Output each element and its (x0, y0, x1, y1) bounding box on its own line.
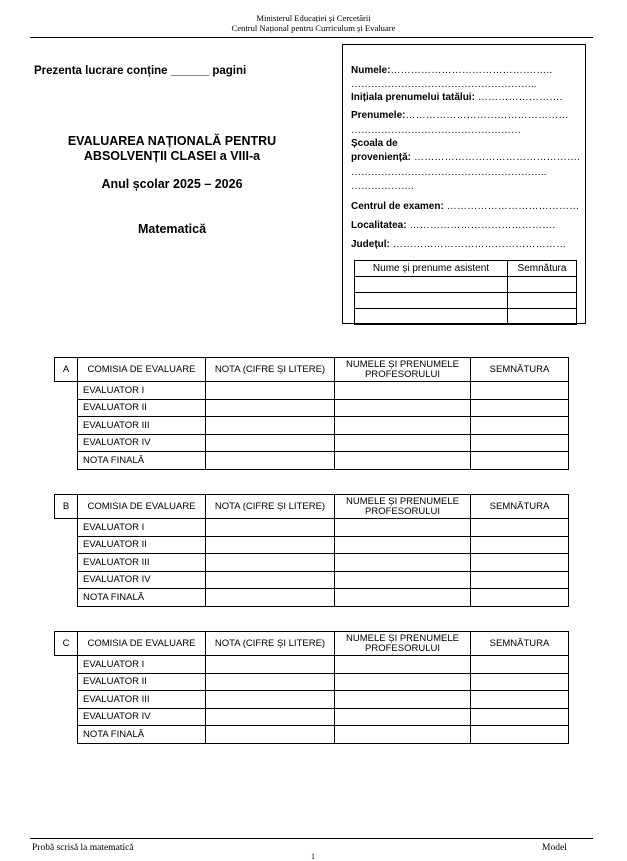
evaluator-label: EVALUATOR IV (78, 708, 206, 726)
profesor-name-cell[interactable] (335, 417, 471, 435)
assistant-name-cell[interactable] (355, 309, 508, 325)
signature-cell[interactable] (471, 726, 569, 744)
nota-cell[interactable] (206, 519, 335, 537)
signature-cell[interactable] (471, 673, 569, 691)
evaluator-label: EVALUATOR I (78, 382, 206, 400)
localitatea-field[interactable] (351, 220, 555, 231)
scoala-dots-line3: ………………. (351, 181, 414, 192)
spacer-cell (55, 434, 78, 452)
assistant-signature-cell[interactable] (508, 309, 577, 325)
school-year: Anul școlar 2025 – 2026 (101, 177, 243, 191)
scoala-dots-line2: ………………………………………………….. (351, 167, 547, 178)
table-row (55, 571, 569, 589)
signature-cell[interactable] (471, 708, 569, 726)
prenume-field[interactable] (351, 110, 569, 121)
judetul-field[interactable] (351, 239, 566, 250)
nota-cell[interactable] (206, 708, 335, 726)
profesor-name-cell[interactable] (335, 691, 471, 709)
table-row (355, 277, 577, 293)
profesor-name-cell[interactable] (335, 554, 471, 572)
semnatura-header: SEMNĂTURA (471, 495, 569, 519)
table-row (55, 656, 569, 674)
comisia-header: COMISIA DE EVALUARE (78, 358, 206, 382)
header-divider (30, 37, 593, 38)
table-row (55, 589, 569, 607)
nota-cell[interactable] (206, 434, 335, 452)
localitatea-label: Localitatea: (351, 220, 407, 231)
footer-divider (30, 838, 593, 839)
semnatura-header: SEMNĂTURA (471, 358, 569, 382)
localitatea-dots: ……………………………………. (406, 220, 556, 231)
signature-cell[interactable] (471, 399, 569, 417)
evaluator-label: NOTA FINALĂ (78, 589, 206, 607)
profesor-name-cell[interactable] (335, 519, 471, 537)
spacer-cell (55, 519, 78, 537)
signature-cell[interactable] (471, 656, 569, 674)
evaluation-table (54, 494, 569, 607)
spacer-cell (55, 673, 78, 691)
nume-field[interactable] (351, 65, 552, 76)
profesor-name-cell[interactable] (335, 656, 471, 674)
assistant-name-header: Nume și prenume asistent (355, 261, 508, 277)
scoala-label: proveniență: (351, 152, 412, 163)
table-header-row (55, 358, 569, 382)
table-header-row (55, 495, 569, 519)
footer-model: Model (542, 843, 567, 853)
profesor-name-cell[interactable] (335, 589, 471, 607)
comisia-header: COMISIA DE EVALUARE (78, 495, 206, 519)
table-header-row (55, 632, 569, 656)
center-name: Centrul Național pentru Curriculum și Evaluare (231, 23, 396, 33)
profesor-name-cell[interactable] (335, 382, 471, 400)
signature-cell[interactable] (471, 452, 569, 470)
assistant-name-cell[interactable] (355, 293, 508, 309)
nota-cell[interactable] (206, 726, 335, 744)
eval-table-letter: C (55, 632, 78, 656)
eval-table-letter: B (55, 495, 78, 519)
table-row (55, 673, 569, 691)
assistant-signature-cell[interactable] (508, 277, 577, 293)
candidate-id-box (342, 44, 586, 324)
nume-dots: …………………………………….….. (390, 65, 553, 76)
eval-table-letter: A (55, 358, 78, 382)
assistant-signature-cell[interactable] (508, 293, 577, 309)
footer-subject: Probă scrisă la matematică (32, 843, 134, 853)
scoala-field[interactable] (351, 152, 580, 163)
table-row (55, 417, 569, 435)
profesor-name-cell[interactable] (335, 726, 471, 744)
evaluator-label: EVALUATOR IV (78, 571, 206, 589)
spacer-cell (55, 571, 78, 589)
profesor-name-cell[interactable] (335, 708, 471, 726)
evaluator-label: EVALUATOR III (78, 554, 206, 572)
table-row (55, 382, 569, 400)
nota-cell[interactable] (206, 673, 335, 691)
ministry-header (0, 13, 627, 33)
comisia-header: COMISIA DE EVALUARE (78, 632, 206, 656)
scoala-dots: …………………………………………. (411, 152, 581, 163)
evaluator-label: EVALUATOR II (78, 536, 206, 554)
profesor-name-cell[interactable] (335, 673, 471, 691)
nota-cell[interactable] (206, 691, 335, 709)
spacer-cell (55, 382, 78, 400)
assistant-table (354, 260, 577, 325)
signature-cell[interactable] (471, 536, 569, 554)
spacer-cell (55, 399, 78, 417)
spacer-cell (55, 708, 78, 726)
evaluator-label: NOTA FINALĂ (78, 726, 206, 744)
signature-cell[interactable] (471, 519, 569, 537)
spacer-cell (55, 417, 78, 435)
spacer-cell (55, 554, 78, 572)
profesor-name-cell[interactable] (335, 434, 471, 452)
judetul-label: Județul: (351, 239, 390, 250)
signature-cell[interactable] (471, 434, 569, 452)
centru-field[interactable] (351, 201, 579, 212)
signature-cell[interactable] (471, 589, 569, 607)
prenume-dots: ………………………………………… (405, 110, 569, 121)
spacer-cell (55, 726, 78, 744)
nota-header: NOTA (CIFRE ȘI LITERE) (206, 495, 335, 519)
signature-cell[interactable] (471, 417, 569, 435)
table-row (55, 452, 569, 470)
evaluator-label: EVALUATOR I (78, 519, 206, 537)
nota-header: NOTA (CIFRE ȘI LITERE) (206, 632, 335, 656)
table-row (55, 519, 569, 537)
subject-title: Matematică (137, 222, 207, 236)
nota-cell[interactable] (206, 536, 335, 554)
profesor-name-cell[interactable] (335, 452, 471, 470)
nota-cell[interactable] (206, 589, 335, 607)
nota-cell[interactable] (206, 554, 335, 572)
signature-cell[interactable] (471, 691, 569, 709)
evaluator-label: EVALUATOR III (78, 691, 206, 709)
table-row (55, 434, 569, 452)
evaluator-label: EVALUATOR II (78, 673, 206, 691)
evaluation-table (54, 631, 569, 744)
spacer-cell (55, 536, 78, 554)
evaluator-label: EVALUATOR III (78, 417, 206, 435)
nota-header: NOTA (CIFRE ȘI LITERE) (206, 358, 335, 382)
spacer-cell (55, 691, 78, 709)
table-row (55, 554, 569, 572)
numele-header: NUMELE ȘI PRENUMELE PROFESORULUI (335, 495, 471, 519)
nota-cell[interactable] (206, 417, 335, 435)
spacer-cell (55, 589, 78, 607)
table-row (55, 708, 569, 726)
spacer-cell (55, 452, 78, 470)
prenume-dots-line2: …………………………………………… (351, 125, 521, 136)
signature-cell[interactable] (471, 571, 569, 589)
profesor-name-cell[interactable] (335, 536, 471, 554)
nota-cell[interactable] (206, 399, 335, 417)
table-row (355, 309, 577, 325)
exam-title-line1: EVALUAREA NAȚIONALĂ PENTRU (67, 134, 277, 148)
nota-cell[interactable] (206, 571, 335, 589)
pages-count-text: Prezenta lucrare conține ______ pagini (34, 65, 247, 77)
scoala-label-line1: Școala de (351, 138, 398, 149)
nume-dots-line2: ……………………………………………….. (351, 79, 537, 90)
table-row (55, 399, 569, 417)
judetul-dots: …………………………………………… (389, 239, 567, 250)
numele-header: NUMELE ȘI PRENUMELE PROFESORULUI (335, 632, 471, 656)
evaluator-label: EVALUATOR IV (78, 434, 206, 452)
table-row (55, 726, 569, 744)
exam-title (40, 134, 304, 164)
centru-label: Centrul de examen: (351, 201, 444, 212)
assistant-signature-header: Semnătura (508, 261, 577, 277)
nota-cell[interactable] (206, 382, 335, 400)
signature-cell[interactable] (471, 382, 569, 400)
profesor-name-cell[interactable] (335, 571, 471, 589)
page-number: 1 (311, 852, 315, 861)
table-row (55, 536, 569, 554)
table-row (55, 691, 569, 709)
semnatura-header: SEMNĂTURA (471, 632, 569, 656)
prenume-label: Prenumele: (351, 110, 406, 121)
exam-title-line2: ABSOLVENȚII CLASEI a VIII-a (83, 149, 261, 163)
ministry-name: Ministerul Educației și Cercetării (256, 13, 371, 23)
spacer-cell (55, 656, 78, 674)
signature-cell[interactable] (471, 554, 569, 572)
initiala-label: Inițiala prenumelui tatălui: (351, 92, 475, 103)
initiala-field[interactable] (351, 92, 562, 103)
numele-header: NUMELE ȘI PRENUMELE PROFESORULUI (335, 358, 471, 382)
evaluator-label: EVALUATOR II (78, 399, 206, 417)
initiala-dots: ……………………. (474, 92, 563, 103)
nume-label: Numele: (351, 65, 391, 76)
nota-cell[interactable] (206, 656, 335, 674)
assistant-name-cell[interactable] (355, 277, 508, 293)
evaluator-label: NOTA FINALĂ (78, 452, 206, 470)
evaluator-label: EVALUATOR I (78, 656, 206, 674)
centru-dots: ………………………………… (443, 201, 580, 212)
profesor-name-cell[interactable] (335, 399, 471, 417)
nota-cell[interactable] (206, 452, 335, 470)
table-row (355, 293, 577, 309)
evaluation-table (54, 357, 569, 470)
